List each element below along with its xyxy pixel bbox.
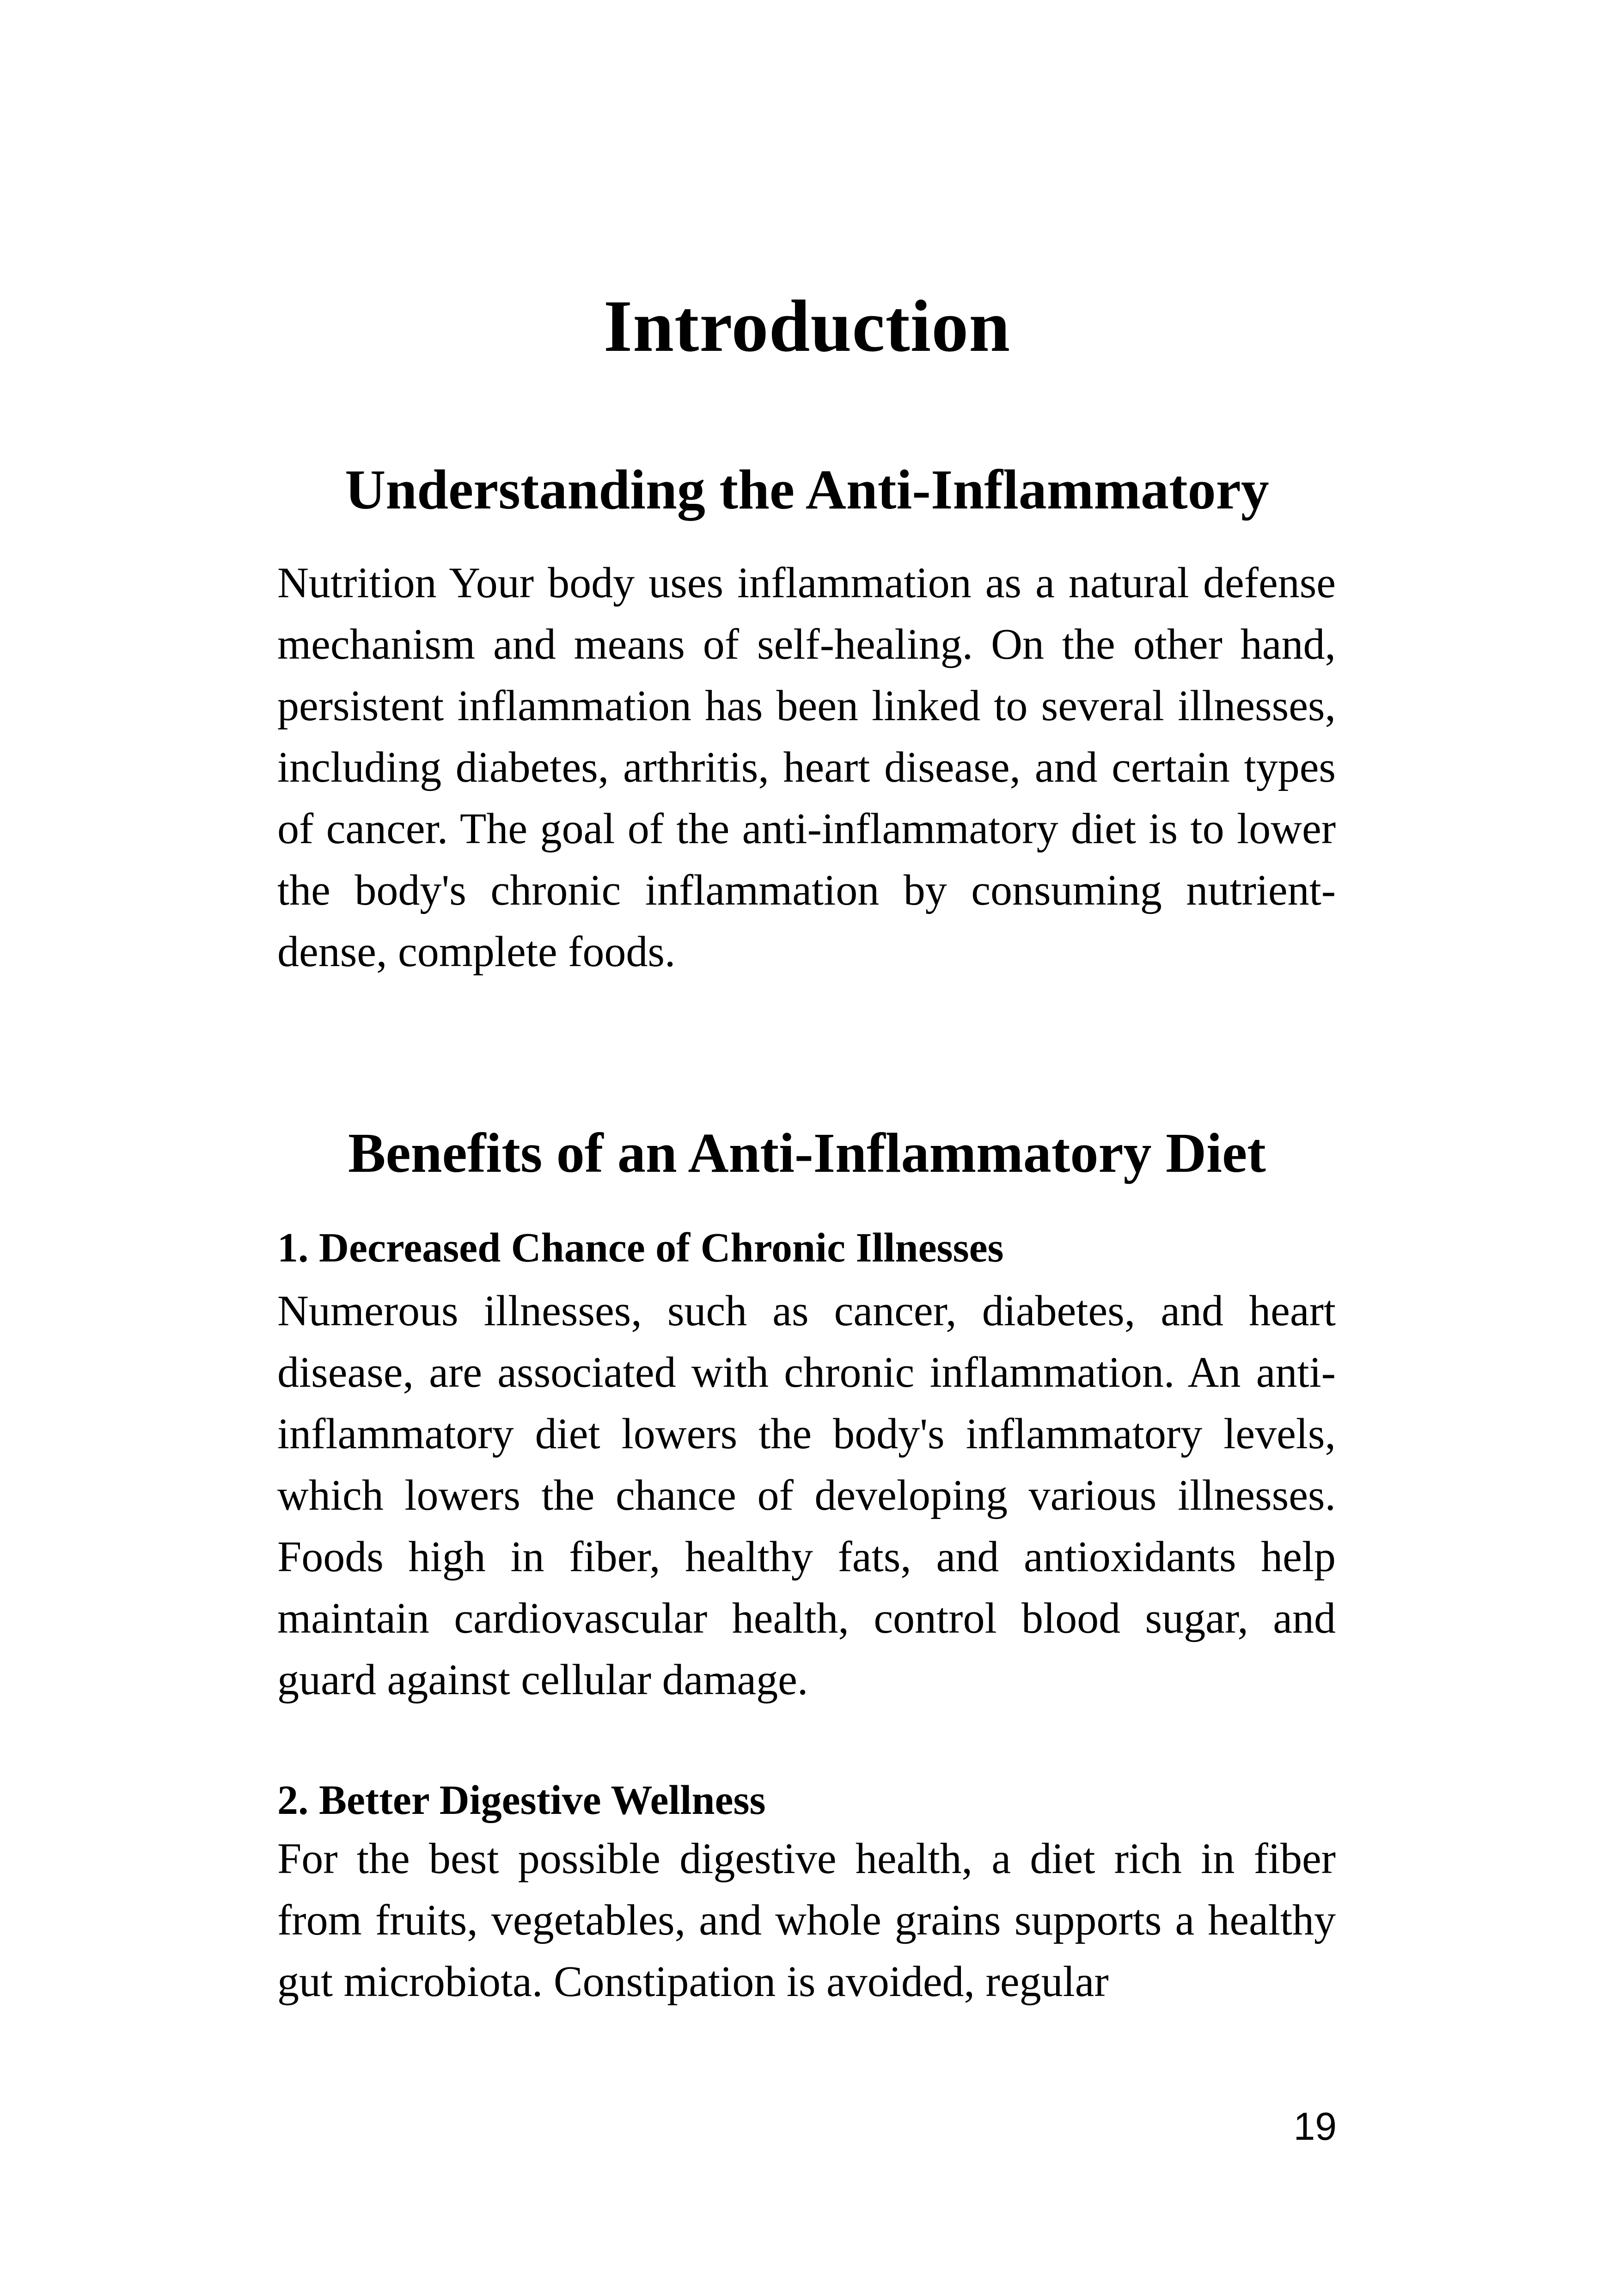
section-heading-benefits: Benefits of an Anti-Inflammatory Diet [348,1122,1266,1184]
chapter-title: Introduction [603,285,1011,367]
intro-paragraph: Nutrition Your body uses inflammation as a natural defense mechanism and means of self-healing. On the other hand, persistent inflammation has been linked to several illnesses, including diabetes, arthritis, heart disease, and certain types of cancer. The goal of the anti-inflammatory diet is to lower the body's chronic inflammation by consuming nutrient-dense, complete foods. [277,559,1336,976]
page-number: 19 [1293,2105,1337,2148]
section-heading-understanding: Understanding the Anti-Inflammatory [345,459,1269,521]
benefit-subheading-chronic-illnesses: 1. Decreased Chance of Chronic Illnesses [277,1225,1004,1271]
benefit-subheading-digestive-wellness: 2. Better Digestive Wellness [277,1777,766,1823]
benefit-paragraph-digestive-wellness: For the best possible digestive health, a diet rich in fiber from fruits, vegetables, and whole grains supports a healthy gut microbiota. Constipation is avoided, regular [277,1835,1336,2006]
benefit-paragraph-chronic-illnesses: Numerous illnesses, such as cancer, diabetes, and heart disease, are associated with chronic inflammation. An anti-inflammatory diet lowers the body's inflammatory levels, which lowers the chance of developing various illnesses. Foods high in fiber, healthy fats, and antioxidants help maintain cardiovascular health, control blood sugar, and guard against cellular damage. [277,1287,1336,1704]
